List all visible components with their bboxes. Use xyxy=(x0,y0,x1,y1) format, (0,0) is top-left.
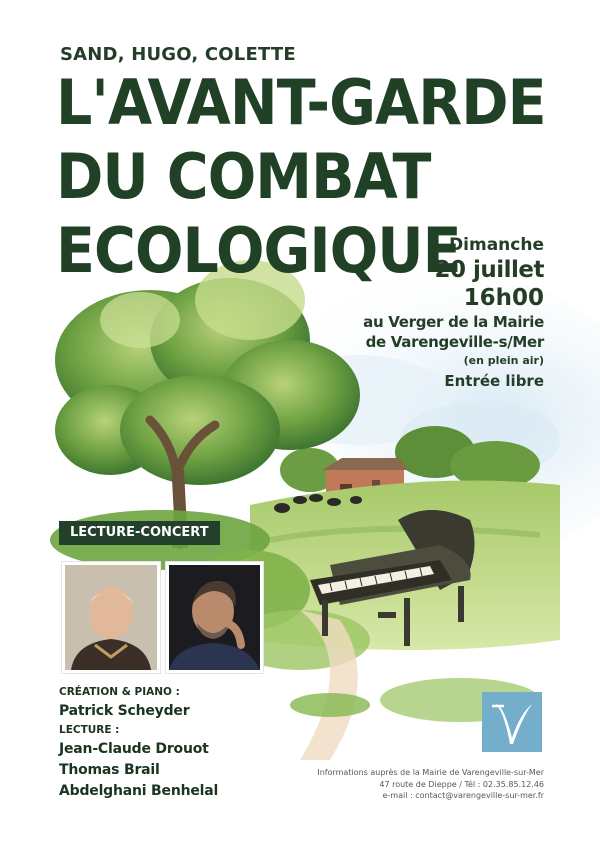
portrait-photo-icon xyxy=(169,565,260,670)
portrait-photo xyxy=(166,562,263,673)
credits xyxy=(59,684,218,802)
reader-name-2: Thomas Brail xyxy=(59,762,160,778)
event-venue-line-2: de Varengeville-s/Mer xyxy=(365,333,544,351)
event-admission: Entrée libre xyxy=(444,372,544,390)
poster-subtitle: SAND, HUGO, COLETTE xyxy=(60,44,296,65)
reader-name-3: Abdelghani Benhelal xyxy=(59,783,219,799)
event-venue-line-1: au Verger de la Mairie xyxy=(363,313,544,331)
title-line-2: DU COMBAT xyxy=(56,140,431,213)
contact-info xyxy=(317,767,544,802)
event-time: 16h00 xyxy=(463,285,544,311)
lecture-concert-badge: LECTURE-CONCERT xyxy=(59,521,220,545)
reader-name-1: Jean-Claude Drouot xyxy=(59,741,209,757)
v-monogram-logo xyxy=(482,692,542,752)
reading-label: LECTURE : xyxy=(59,724,120,736)
info-line-1: Informations auprès de la Mairie de Varengeville-sur-Mer xyxy=(317,768,544,777)
v-monogram-icon xyxy=(482,692,542,752)
info-line-2: 47 route de Dieppe / Tél : 02.35.85.12.46 xyxy=(379,779,544,789)
portrait-photo-icon xyxy=(65,565,157,670)
info-line-3: e-mail : contact@varengeville-sur-mer.fr xyxy=(382,791,544,800)
title-line-1: L'AVANT-GARDE xyxy=(56,66,546,139)
title-line-3: ECOLOGIQUE xyxy=(56,214,461,287)
event-open-air: (en plein air) xyxy=(463,354,544,367)
portrait-photo xyxy=(62,562,160,673)
creation-name: Patrick Scheyder xyxy=(59,703,190,719)
event-date: 20 juillet xyxy=(434,257,544,283)
event-day: Dimanche xyxy=(449,235,544,255)
event-details xyxy=(363,234,544,392)
creation-label: CRÉATION & PIANO : xyxy=(59,686,180,698)
